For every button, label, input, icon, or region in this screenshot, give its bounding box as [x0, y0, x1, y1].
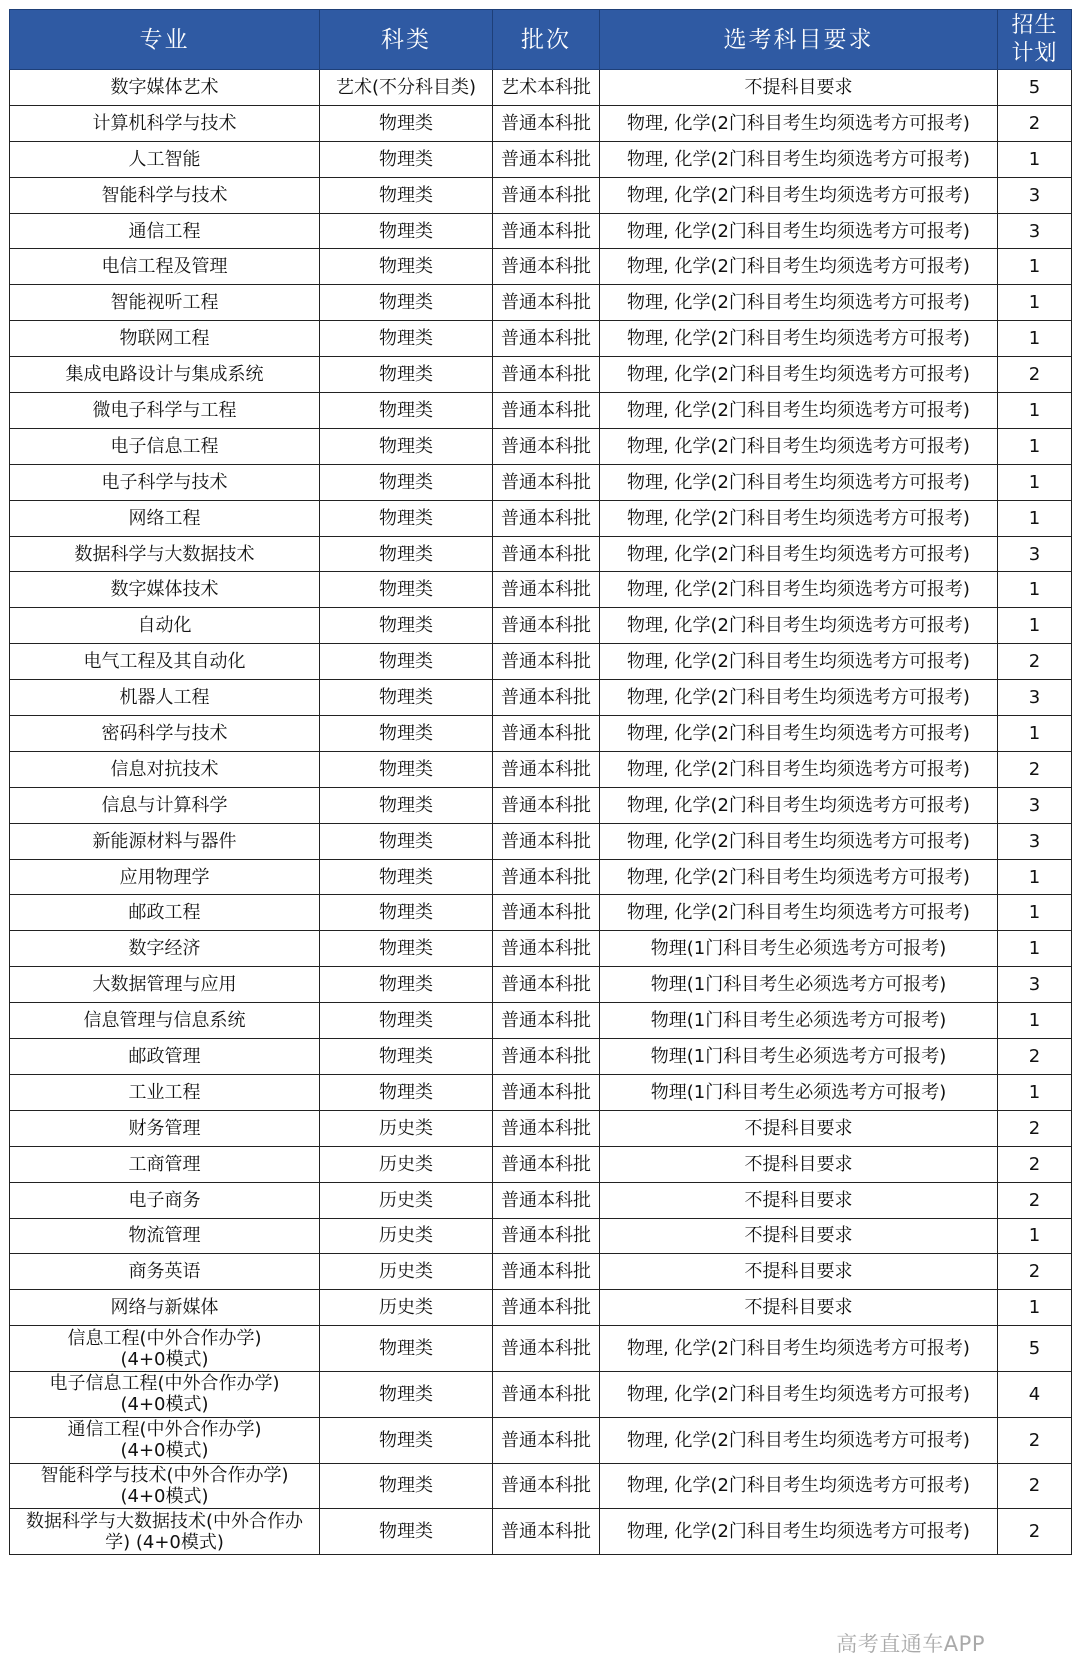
plan-cell: 2 — [998, 1039, 1072, 1075]
table-row — [10, 249, 1072, 285]
requirement-cell: 物理, 化学(2门科目考生均须选考方可报考) — [600, 1371, 998, 1417]
table-row — [10, 536, 1072, 572]
enrollment-plan-table — [9, 9, 1072, 1555]
pici-cell: 普通本科批 — [493, 464, 600, 500]
kelei-cell: 物理类 — [320, 644, 493, 680]
pici-cell: 普通本科批 — [493, 787, 600, 823]
requirement-cell: 物理(1门科目考生必须选考方可报考) — [600, 931, 998, 967]
table-row — [10, 1509, 1072, 1555]
kelei-cell: 物理类 — [320, 321, 493, 357]
major-cell: 计算机科学与技术 — [10, 105, 320, 141]
major-cell: 电子信息工程 — [10, 428, 320, 464]
table-row — [10, 1003, 1072, 1039]
kelei-cell: 物理类 — [320, 608, 493, 644]
pici-cell: 普通本科批 — [493, 1218, 600, 1254]
table-row — [10, 572, 1072, 608]
major-cell — [10, 1417, 320, 1463]
pici-cell: 普通本科批 — [493, 213, 600, 249]
plan-cell: 2 — [998, 1110, 1072, 1146]
pici-cell: 普通本科批 — [493, 1182, 600, 1218]
table-row — [10, 1326, 1072, 1372]
header-plan — [998, 10, 1072, 70]
header-pici: 批次 — [493, 10, 600, 70]
kelei-cell: 物理类 — [320, 177, 493, 213]
major-cell: 智能科学与技术 — [10, 177, 320, 213]
major-cell: 信息管理与信息系统 — [10, 1003, 320, 1039]
kelei-cell: 物理类 — [320, 213, 493, 249]
table-row — [10, 787, 1072, 823]
requirement-cell: 物理, 化学(2门科目考生均须选考方可报考) — [600, 859, 998, 895]
requirement-cell: 物理, 化学(2门科目考生均须选考方可报考) — [600, 572, 998, 608]
requirement-cell: 物理(1门科目考生必须选考方可报考) — [600, 1003, 998, 1039]
pici-cell: 普通本科批 — [493, 105, 600, 141]
major-cell: 通信工程 — [10, 213, 320, 249]
requirement-cell: 物理, 化学(2门科目考生均须选考方可报考) — [600, 1509, 998, 1555]
kelei-cell: 物理类 — [320, 931, 493, 967]
table-row — [10, 1417, 1072, 1463]
header-plan-line2: 计划 — [1011, 40, 1058, 66]
requirement-cell: 物理, 化学(2门科目考生均须选考方可报考) — [600, 357, 998, 393]
major-cell — [10, 1463, 320, 1509]
pici-cell: 普通本科批 — [493, 1110, 600, 1146]
pici-cell: 普通本科批 — [493, 1074, 600, 1110]
plan-cell: 1 — [998, 285, 1072, 321]
plan-cell: 1 — [998, 464, 1072, 500]
requirement-cell: 物理(1门科目考生必须选考方可报考) — [600, 1074, 998, 1110]
kelei-cell: 物理类 — [320, 393, 493, 429]
table-header — [10, 10, 1072, 70]
requirement-cell: 物理, 化学(2门科目考生均须选考方可报考) — [600, 141, 998, 177]
plan-cell: 2 — [998, 1463, 1072, 1509]
major-cell: 人工智能 — [10, 141, 320, 177]
requirement-cell: 物理, 化学(2门科目考生均须选考方可报考) — [600, 1463, 998, 1509]
pici-cell: 普通本科批 — [493, 1003, 600, 1039]
header-plan-line1: 招生 — [1011, 12, 1058, 38]
major-line1: 信息工程(中外合作办学) — [67, 1327, 262, 1349]
requirement-cell: 物理, 化学(2门科目考生均须选考方可报考) — [600, 428, 998, 464]
plan-cell: 4 — [998, 1371, 1072, 1417]
requirement-cell: 物理, 化学(2门科目考生均须选考方可报考) — [600, 823, 998, 859]
plan-cell: 1 — [998, 393, 1072, 429]
requirement-cell: 物理, 化学(2门科目考生均须选考方可报考) — [600, 680, 998, 716]
requirement-cell: 不提科目要求 — [600, 1290, 998, 1326]
major-cell: 工业工程 — [10, 1074, 320, 1110]
kelei-cell: 物理类 — [320, 141, 493, 177]
kelei-cell: 物理类 — [320, 787, 493, 823]
table-row — [10, 644, 1072, 680]
major-cell: 电信工程及管理 — [10, 249, 320, 285]
pici-cell: 普通本科批 — [493, 357, 600, 393]
requirement-cell: 物理, 化学(2门科目考生均须选考方可报考) — [600, 213, 998, 249]
table-row — [10, 1371, 1072, 1417]
major-cell: 财务管理 — [10, 1110, 320, 1146]
requirement-cell: 物理, 化学(2门科目考生均须选考方可报考) — [600, 285, 998, 321]
table-row — [10, 1290, 1072, 1326]
major-cell: 智能视听工程 — [10, 285, 320, 321]
pici-cell: 普通本科批 — [493, 572, 600, 608]
table-row — [10, 895, 1072, 931]
pici-cell: 普通本科批 — [493, 1254, 600, 1290]
table-row — [10, 357, 1072, 393]
pici-cell: 普通本科批 — [493, 716, 600, 752]
requirement-cell: 物理, 化学(2门科目考生均须选考方可报考) — [600, 536, 998, 572]
pici-cell: 普通本科批 — [493, 141, 600, 177]
table-row — [10, 608, 1072, 644]
major-line2: 学) (4+0模式) — [105, 1531, 224, 1553]
kelei-cell: 历史类 — [320, 1146, 493, 1182]
requirement-cell: 物理, 化学(2门科目考生均须选考方可报考) — [600, 644, 998, 680]
kelei-cell: 物理类 — [320, 1371, 493, 1417]
table-row — [10, 321, 1072, 357]
major-cell: 应用物理学 — [10, 859, 320, 895]
major-cell: 物联网工程 — [10, 321, 320, 357]
pici-cell: 普通本科批 — [493, 1290, 600, 1326]
pici-cell: 普通本科批 — [493, 500, 600, 536]
table-row — [10, 1146, 1072, 1182]
requirement-cell: 不提科目要求 — [600, 1218, 998, 1254]
table-row — [10, 213, 1072, 249]
requirement-cell: 物理, 化学(2门科目考生均须选考方可报考) — [600, 321, 998, 357]
kelei-cell: 物理类 — [320, 105, 493, 141]
table-row — [10, 1254, 1072, 1290]
pici-cell: 普通本科批 — [493, 1463, 600, 1509]
kelei-cell: 物理类 — [320, 967, 493, 1003]
plan-cell: 2 — [998, 1509, 1072, 1555]
kelei-cell: 物理类 — [320, 1003, 493, 1039]
plan-cell: 1 — [998, 716, 1072, 752]
plan-cell: 1 — [998, 859, 1072, 895]
requirement-cell: 不提科目要求 — [600, 1182, 998, 1218]
requirement-cell: 不提科目要求 — [600, 1254, 998, 1290]
kelei-cell: 物理类 — [320, 1039, 493, 1075]
kelei-cell: 物理类 — [320, 428, 493, 464]
major-cell: 邮政工程 — [10, 895, 320, 931]
kelei-cell: 历史类 — [320, 1218, 493, 1254]
pici-cell: 普通本科批 — [493, 1509, 600, 1555]
plan-cell: 5 — [998, 1326, 1072, 1372]
kelei-cell: 物理类 — [320, 249, 493, 285]
major-cell: 机器人工程 — [10, 680, 320, 716]
major-cell: 商务英语 — [10, 1254, 320, 1290]
plan-cell: 3 — [998, 680, 1072, 716]
major-cell: 网络与新媒体 — [10, 1290, 320, 1326]
major-cell: 自动化 — [10, 608, 320, 644]
major-line2: (4+0模式) — [120, 1394, 209, 1416]
plan-cell: 3 — [998, 787, 1072, 823]
requirement-cell: 物理, 化学(2门科目考生均须选考方可报考) — [600, 500, 998, 536]
kelei-cell: 物理类 — [320, 1326, 493, 1372]
pici-cell: 普通本科批 — [493, 1146, 600, 1182]
pici-cell: 普通本科批 — [493, 1371, 600, 1417]
pici-cell: 普通本科批 — [493, 1326, 600, 1372]
plan-cell: 2 — [998, 1146, 1072, 1182]
kelei-cell: 物理类 — [320, 895, 493, 931]
major-cell: 密码科学与技术 — [10, 716, 320, 752]
plan-cell: 5 — [998, 70, 1072, 106]
table-row — [10, 500, 1072, 536]
requirement-cell: 物理, 化学(2门科目考生均须选考方可报考) — [600, 1326, 998, 1372]
major-line2: (4+0模式) — [120, 1440, 209, 1462]
table-row — [10, 285, 1072, 321]
table-row — [10, 105, 1072, 141]
major-cell: 数据科学与大数据技术 — [10, 536, 320, 572]
requirement-cell: 物理, 化学(2门科目考生均须选考方可报考) — [600, 787, 998, 823]
kelei-cell: 物理类 — [320, 859, 493, 895]
major-cell: 新能源材料与器件 — [10, 823, 320, 859]
kelei-cell: 物理类 — [320, 464, 493, 500]
requirement-cell: 物理, 化学(2门科目考生均须选考方可报考) — [600, 249, 998, 285]
major-cell: 数字经济 — [10, 931, 320, 967]
major-cell: 数字媒体技术 — [10, 572, 320, 608]
table-row — [10, 1074, 1072, 1110]
kelei-cell: 历史类 — [320, 1182, 493, 1218]
kelei-cell: 物理类 — [320, 1463, 493, 1509]
requirement-cell: 不提科目要求 — [600, 70, 998, 106]
kelei-cell: 艺术(不分科目类) — [320, 70, 493, 106]
kelei-cell: 物理类 — [320, 500, 493, 536]
major-line1: 通信工程(中外合作办学) — [67, 1419, 262, 1441]
pici-cell: 普通本科批 — [493, 931, 600, 967]
pici-cell: 普通本科批 — [493, 177, 600, 213]
kelei-cell: 物理类 — [320, 536, 493, 572]
plan-cell: 2 — [998, 751, 1072, 787]
major-cell: 物流管理 — [10, 1218, 320, 1254]
table-row — [10, 1218, 1072, 1254]
plan-cell: 3 — [998, 967, 1072, 1003]
major-cell: 大数据管理与应用 — [10, 967, 320, 1003]
table-row — [10, 751, 1072, 787]
table-row — [10, 931, 1072, 967]
plan-cell: 1 — [998, 141, 1072, 177]
major-line2: (4+0模式) — [120, 1485, 209, 1507]
plan-cell: 1 — [998, 1003, 1072, 1039]
kelei-cell: 物理类 — [320, 1074, 493, 1110]
plan-cell: 2 — [998, 105, 1072, 141]
kelei-cell: 历史类 — [320, 1110, 493, 1146]
kelei-cell: 历史类 — [320, 1254, 493, 1290]
plan-cell: 1 — [998, 572, 1072, 608]
requirement-cell: 物理(1门科目考生必须选考方可报考) — [600, 1039, 998, 1075]
major-cell: 电子商务 — [10, 1182, 320, 1218]
pici-cell: 普通本科批 — [493, 751, 600, 787]
plan-cell: 1 — [998, 1290, 1072, 1326]
pici-cell: 普通本科批 — [493, 536, 600, 572]
pici-cell: 普通本科批 — [493, 608, 600, 644]
requirement-cell: 物理, 化学(2门科目考生均须选考方可报考) — [600, 1417, 998, 1463]
plan-cell: 1 — [998, 931, 1072, 967]
major-cell — [10, 1371, 320, 1417]
table-row — [10, 716, 1072, 752]
plan-cell: 3 — [998, 536, 1072, 572]
requirement-cell: 物理, 化学(2门科目考生均须选考方可报考) — [600, 895, 998, 931]
major-cell: 邮政管理 — [10, 1039, 320, 1075]
kelei-cell: 物理类 — [320, 716, 493, 752]
requirement-cell: 物理, 化学(2门科目考生均须选考方可报考) — [600, 464, 998, 500]
pici-cell: 普通本科批 — [493, 393, 600, 429]
table-row — [10, 967, 1072, 1003]
plan-cell: 2 — [998, 644, 1072, 680]
plan-cell: 1 — [998, 428, 1072, 464]
table-row — [10, 859, 1072, 895]
major-cell: 集成电路设计与集成系统 — [10, 357, 320, 393]
requirement-cell: 不提科目要求 — [600, 1110, 998, 1146]
table-row — [10, 1110, 1072, 1146]
watermark-text: 高考直通车APP — [836, 1632, 985, 1656]
requirement-cell: 不提科目要求 — [600, 1146, 998, 1182]
major-cell: 电气工程及其自动化 — [10, 644, 320, 680]
plan-cell: 1 — [998, 608, 1072, 644]
plan-cell: 1 — [998, 1218, 1072, 1254]
table-row — [10, 1182, 1072, 1218]
pici-cell: 普通本科批 — [493, 644, 600, 680]
kelei-cell: 物理类 — [320, 751, 493, 787]
major-cell — [10, 1509, 320, 1555]
plan-cell: 1 — [998, 321, 1072, 357]
requirement-cell: 物理, 化学(2门科目考生均须选考方可报考) — [600, 177, 998, 213]
table-row — [10, 177, 1072, 213]
requirement-cell: 物理, 化学(2门科目考生均须选考方可报考) — [600, 716, 998, 752]
table-body — [10, 70, 1072, 1555]
pici-cell: 普通本科批 — [493, 967, 600, 1003]
table-row — [10, 1463, 1072, 1509]
kelei-cell: 物理类 — [320, 823, 493, 859]
major-cell: 信息对抗技术 — [10, 751, 320, 787]
major-cell: 数字媒体艺术 — [10, 70, 320, 106]
pici-cell: 普通本科批 — [493, 859, 600, 895]
plan-cell: 1 — [998, 249, 1072, 285]
major-cell: 微电子科学与工程 — [10, 393, 320, 429]
pici-cell: 普通本科批 — [493, 1039, 600, 1075]
pici-cell: 普通本科批 — [493, 249, 600, 285]
plan-cell: 1 — [998, 1074, 1072, 1110]
table-row — [10, 464, 1072, 500]
major-cell — [10, 1326, 320, 1372]
pici-cell: 普通本科批 — [493, 285, 600, 321]
table-row — [10, 141, 1072, 177]
major-cell: 电子科学与技术 — [10, 464, 320, 500]
kelei-cell: 物理类 — [320, 1417, 493, 1463]
header-kelei: 科类 — [320, 10, 493, 70]
plan-cell: 2 — [998, 1417, 1072, 1463]
pici-cell: 普通本科批 — [493, 321, 600, 357]
plan-cell: 1 — [998, 500, 1072, 536]
requirement-cell: 物理, 化学(2门科目考生均须选考方可报考) — [600, 751, 998, 787]
major-line1: 数据科学与大数据技术(中外合作办 — [25, 1510, 304, 1532]
requirement-cell: 物理, 化学(2门科目考生均须选考方可报考) — [600, 608, 998, 644]
kelei-cell: 物理类 — [320, 572, 493, 608]
pici-cell: 艺术本科批 — [493, 70, 600, 106]
pici-cell: 普通本科批 — [493, 823, 600, 859]
pici-cell: 普通本科批 — [493, 428, 600, 464]
requirement-cell: 物理(1门科目考生必须选考方可报考) — [600, 967, 998, 1003]
kelei-cell: 历史类 — [320, 1290, 493, 1326]
major-cell: 信息与计算科学 — [10, 787, 320, 823]
kelei-cell: 物理类 — [320, 1509, 493, 1555]
table-row — [10, 1039, 1072, 1075]
requirement-cell: 物理, 化学(2门科目考生均须选考方可报考) — [600, 105, 998, 141]
major-line2: (4+0模式) — [120, 1348, 209, 1370]
table-row — [10, 428, 1072, 464]
major-line1: 智能科学与技术(中外合作办学) — [40, 1464, 289, 1486]
kelei-cell: 物理类 — [320, 285, 493, 321]
table-row — [10, 393, 1072, 429]
plan-cell: 2 — [998, 357, 1072, 393]
plan-cell: 3 — [998, 213, 1072, 249]
plan-cell: 3 — [998, 823, 1072, 859]
major-line1: 电子信息工程(中外合作办学) — [49, 1373, 280, 1395]
table-row — [10, 680, 1072, 716]
plan-cell: 2 — [998, 1254, 1072, 1290]
plan-cell: 1 — [998, 895, 1072, 931]
kelei-cell: 物理类 — [320, 680, 493, 716]
header-requirement: 选考科目要求 — [600, 10, 998, 70]
pici-cell: 普通本科批 — [493, 1417, 600, 1463]
plan-cell: 2 — [998, 1182, 1072, 1218]
kelei-cell: 物理类 — [320, 357, 493, 393]
major-cell: 工商管理 — [10, 1146, 320, 1182]
header-row — [10, 10, 1072, 70]
major-cell: 网络工程 — [10, 500, 320, 536]
pici-cell: 普通本科批 — [493, 680, 600, 716]
plan-cell: 3 — [998, 177, 1072, 213]
header-major: 专业 — [10, 10, 320, 70]
pici-cell: 普通本科批 — [493, 895, 600, 931]
requirement-cell: 物理, 化学(2门科目考生均须选考方可报考) — [600, 393, 998, 429]
table-row — [10, 70, 1072, 106]
table-row — [10, 823, 1072, 859]
